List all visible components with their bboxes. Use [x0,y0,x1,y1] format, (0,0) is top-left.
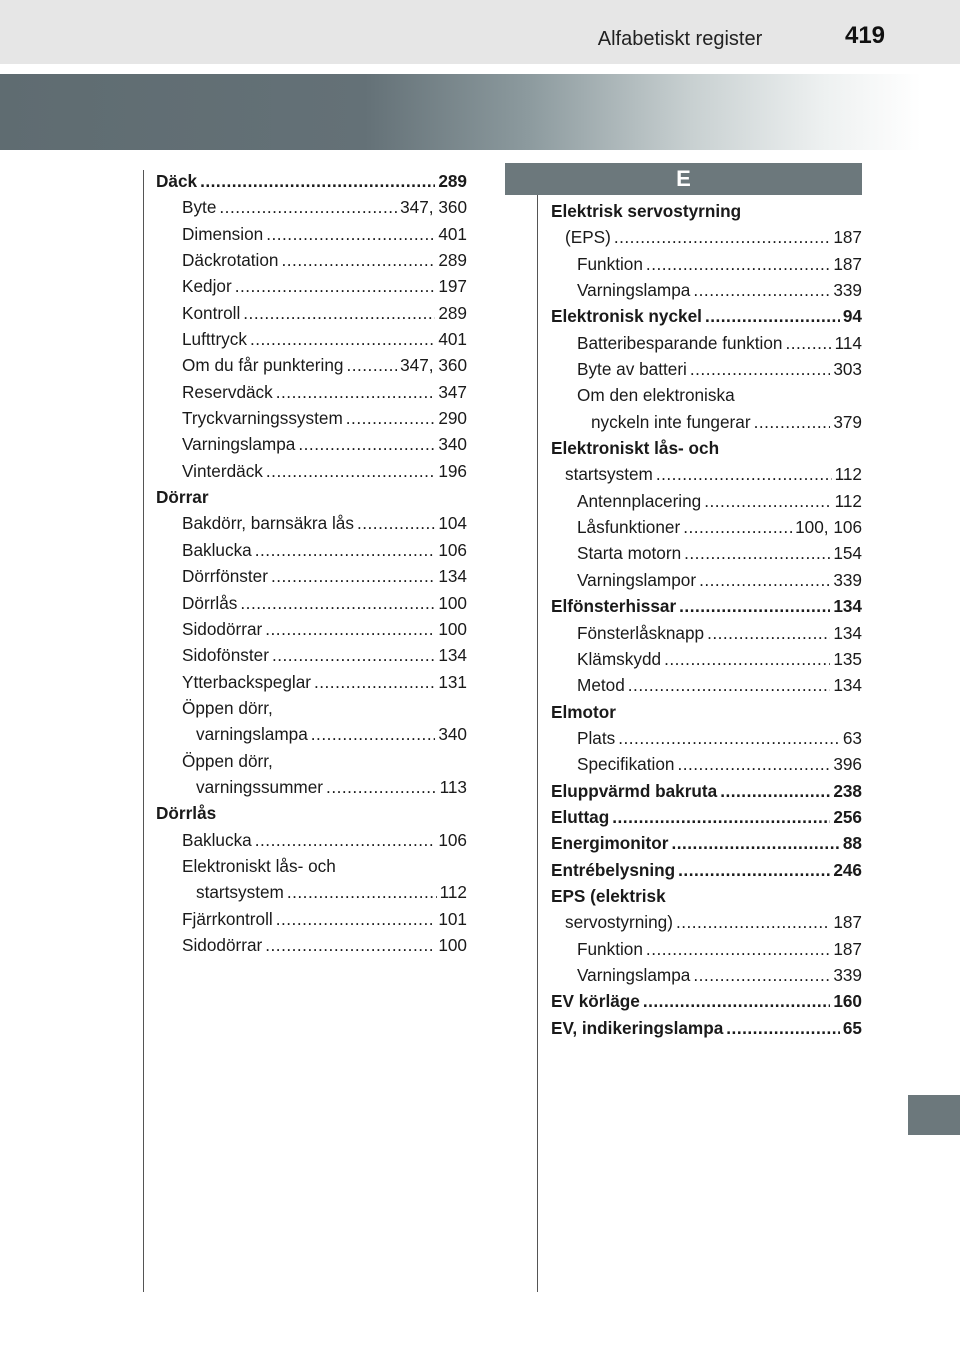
index-subentry [156,879,467,905]
page-reference[interactable]: 134 [833,596,862,617]
entry-label: Fönsterlåsknapp [577,622,705,643]
entry-label: Elektroniskt lås- och [182,855,336,876]
leader-dots [346,352,397,378]
leader-dots [664,646,830,672]
index-subentry [156,563,467,589]
index-entry [551,988,862,1014]
page-reference[interactable]: 256 [833,806,862,827]
leader-dots [646,936,830,962]
index-entry [551,1015,862,1041]
leader-dots [656,461,832,487]
leader-dots [200,168,435,194]
entry-label: Elmotor [551,701,616,722]
entry-label: Energimonitor [551,833,669,854]
page-reference[interactable]: 106 [438,829,467,850]
leader-dots [235,273,436,299]
page-reference[interactable]: 340 [438,434,467,455]
index-subentry [156,906,467,932]
leader-dots [276,906,436,932]
index-subentry [551,567,862,593]
leader-dots [271,563,435,589]
page-reference[interactable]: 246 [833,859,862,880]
entry-label: Sidodörrar [182,618,263,639]
index-entry [156,800,467,826]
index-subentry [156,537,467,563]
page-reference[interactable]: 289 [438,250,467,271]
leader-dots [646,251,830,277]
leader-dots [614,224,830,250]
page-reference[interactable]: 187 [833,912,862,933]
page-reference[interactable]: 401 [438,329,467,350]
page-reference[interactable]: 100 [438,618,467,639]
page-reference[interactable]: 347 [438,381,467,402]
leader-dots [679,593,830,619]
entry-label: Öppen dörr, [182,697,273,718]
entry-label: Låsfunktioner [577,517,681,538]
index-subentry [156,326,467,352]
page-reference[interactable]: 160 [833,991,862,1012]
page-reference[interactable]: 112 [834,490,862,511]
leader-dots [346,405,436,431]
leader-dots [326,774,437,800]
leader-dots [705,303,840,329]
leader-dots [357,510,435,536]
entry-label: Elektroniskt lås- och [551,438,720,459]
page-reference[interactable]: 154 [833,543,862,564]
index-subentry [156,510,467,536]
leader-dots [243,300,435,326]
page-number: 419 [844,22,886,49]
leader-dots [720,778,830,804]
index-subentry [551,356,862,382]
entry-label: Entrébelysning [551,859,676,880]
index-subentry [156,748,467,774]
page-reference[interactable]: 101 [438,908,467,929]
page-reference[interactable]: 339 [833,569,862,590]
entry-label: Kedjor [182,276,232,297]
entry-label: Dörrfönster [182,566,268,587]
page-reference[interactable]: 396 [833,754,862,775]
index-subentry [156,642,467,668]
entry-label: Specifikation [577,754,675,775]
entry-label: Dimension [182,223,264,244]
entry-label: Varningslampa [182,434,296,455]
index-subentry [551,725,862,751]
index-subentry [156,853,467,879]
page-reference[interactable]: 104 [438,513,467,534]
index-subentry [551,646,862,672]
leader-dots [684,540,830,566]
leader-dots [726,1015,840,1041]
page-reference[interactable]: 135 [833,648,862,669]
left-column-rule [143,170,144,1292]
leader-dots [693,962,830,988]
entry-label: Dörrar [156,487,209,508]
index-entry [156,168,467,194]
entry-label: Funktion [577,938,643,959]
page-reference[interactable]: 100 [438,592,467,613]
entry-label: Batteribesparande funktion [577,332,783,353]
entry-label: Sidofönster [182,645,269,666]
leader-dots [704,488,831,514]
index-entry [551,593,862,619]
page-reference[interactable]: 106 [438,539,467,560]
index-entry [551,830,862,856]
leader-dots [255,827,436,853]
entry-label: Vinterdäck [182,460,263,481]
letter-header-e: E [505,163,862,195]
leader-dots [311,721,436,747]
index-subentry [156,194,467,220]
index-subentry [156,247,467,273]
entry-label: Funktion [577,253,643,274]
entry-label: nyckeln inte fungerar [591,411,751,432]
index-subentry [156,379,467,405]
leader-dots [287,879,437,905]
entry-label: Varningslampor [577,569,697,590]
page-reference[interactable]: 114 [834,332,862,353]
leader-dots [265,616,435,642]
entry-label: Ytterbackspeglar [182,671,311,692]
leader-dots [266,458,435,484]
entry-label: Elektronisk nyckel [551,306,702,327]
top-header-bar [0,0,960,64]
index-subentry [551,672,862,698]
index-subentry [156,352,467,378]
index-subentry [156,590,467,616]
page-reference[interactable]: 134 [438,566,467,587]
index-subentry [156,221,467,247]
entry-label: Om du får punktering [182,355,344,376]
index-subentry [156,300,467,326]
leader-dots [707,620,830,646]
chapter-side-tab[interactable] [908,1095,960,1135]
leader-dots [785,330,831,356]
index-entry [156,484,467,510]
entry-label: (EPS) [565,227,611,248]
leader-dots [265,932,435,958]
index-subentry [551,382,862,408]
entry-label: Eluppvärmd bakruta [551,780,718,801]
index-subentry [551,330,862,356]
leader-dots [643,988,830,1014]
entry-label: Varningslampa [577,964,691,985]
leader-dots [699,567,830,593]
entry-label: Starta motorn [577,543,682,564]
gradient-banner [0,74,960,150]
page-reference[interactable]: 100 [438,934,467,955]
entry-label: Fjärrkontroll [182,908,273,929]
page-reference[interactable]: 94 [842,306,862,327]
entry-label: Byte av batteri [577,359,687,380]
leader-dots [693,277,830,303]
index-entry [551,883,862,909]
entry-label: EV, indikeringslampa [551,1017,724,1038]
entry-label: Öppen dörr, [182,750,273,771]
index-entry [551,804,862,830]
index-subentry [156,405,467,431]
leader-dots [240,590,435,616]
index-entry [551,778,862,804]
leader-dots [683,514,792,540]
page-reference[interactable]: 289 [438,302,467,323]
index-subentry [156,932,467,958]
middle-column-rule [537,194,538,1292]
index-subentry [156,458,467,484]
page-reference[interactable]: 303 [833,359,862,380]
entry-label: Kontroll [182,302,241,323]
index-subentry [551,962,862,988]
entry-label: Tryckvarningssystem [182,408,343,429]
page-reference[interactable]: 289 [438,171,467,191]
leader-dots [282,247,436,273]
entry-label: Metod [577,675,625,696]
page-reference[interactable]: 339 [833,964,862,985]
entry-label: EV körläge [551,991,640,1012]
page-reference[interactable]: 187 [833,938,862,959]
entry-label: Sidodörrar [182,934,263,955]
entry-label: Dörrlås [156,803,217,824]
index-entry [551,198,862,224]
page-reference[interactable]: 379 [833,411,862,432]
index-entry [551,857,862,883]
index-subentry [551,751,862,777]
page-reference[interactable]: 197 [438,276,467,297]
leader-dots [276,379,436,405]
index-entry [551,909,862,935]
index-entry [551,699,862,725]
entry-label: Eluttag [551,806,610,827]
entry-label: EPS (elektrisk [551,885,666,906]
index-subentry [551,251,862,277]
leader-dots [690,356,830,382]
index-entry [551,435,862,461]
leader-dots [266,221,435,247]
index-subentry [156,616,467,642]
leader-dots [618,725,840,751]
entry-label: Varningslampa [577,280,691,301]
leader-dots [612,804,830,830]
page-reference[interactable]: 134 [833,675,862,696]
page-reference[interactable]: 347, 360 [400,197,467,218]
leader-dots [219,194,397,220]
page-reference[interactable]: 113 [439,776,467,797]
entry-label: Reservdäck [182,381,273,402]
entry-label: Elektrisk servostyrning [551,201,742,221]
entry-label: Byte [182,197,217,218]
index-subentry [156,273,467,299]
index-entry [551,461,862,487]
index-subentry [551,620,862,646]
page-reference[interactable]: 65 [842,1017,862,1038]
page-reference[interactable]: 63 [842,727,862,748]
entry-label: varningslampa [196,724,308,745]
leader-dots [676,909,830,935]
page-reference[interactable]: 134 [438,645,467,666]
page-reference[interactable]: 347, 360 [400,355,467,376]
section-title: Alfabetiskt register [597,28,763,50]
page-reference[interactable]: 112 [834,464,862,485]
entry-label: Däckrotation [182,250,279,271]
index-subentry [551,488,862,514]
leader-dots [754,409,831,435]
page-reference[interactable]: 196 [438,460,467,481]
leader-dots [677,751,830,777]
entry-label: Antennplacering [577,490,702,511]
leader-dots [255,537,436,563]
index-subentry [156,774,467,800]
entry-label: startsystem [196,882,284,903]
page-reference[interactable]: 238 [833,780,862,801]
index-subentry [551,277,862,303]
entry-label: Däck [156,171,198,191]
page-reference[interactable]: 131 [438,671,467,692]
leader-dots [628,672,831,698]
entry-label: varningssummer [196,776,324,797]
leader-dots [250,326,435,352]
entry-label: Dörrlås [182,592,238,613]
index-subentry [156,827,467,853]
page-reference[interactable]: 187 [833,227,862,248]
entry-label: Plats [577,727,616,748]
leader-dots [314,669,435,695]
index-subentry [551,936,862,962]
page-reference[interactable]: 100, 106 [795,517,862,538]
entry-label: startsystem [565,464,653,485]
page-reference[interactable]: 88 [842,833,862,854]
entry-label: Baklucka [182,829,252,850]
entry-label: Bakdörr, barnsäkra lås [182,513,354,534]
page-reference[interactable]: 340 [438,724,467,745]
entry-label: Klämskydd [577,648,662,669]
leader-dots [272,642,435,668]
page-reference[interactable]: 134 [833,622,862,643]
index-entry [551,303,862,329]
index-column-right [551,198,862,1041]
index-subentry [551,540,862,566]
leader-dots [671,830,839,856]
page-reference[interactable]: 112 [439,882,467,903]
index-subentry [551,409,862,435]
page-reference[interactable]: 187 [833,253,862,274]
entry-label: Lufttryck [182,329,247,350]
index-column-left [156,168,467,958]
page-reference[interactable]: 290 [438,408,467,429]
entry-label: Elfönsterhissar [551,596,677,617]
leader-dots [678,857,830,883]
index-subentry [156,669,467,695]
index-subentry [156,721,467,747]
entry-label: Om den elektroniska [577,385,735,406]
entry-label: servostyrning) [565,912,673,933]
index-subentry [156,431,467,457]
index-entry [551,224,862,250]
page-reference[interactable]: 339 [833,280,862,301]
index-subentry [551,514,862,540]
entry-label: Baklucka [182,539,252,560]
page-reference[interactable]: 401 [438,223,467,244]
leader-dots [298,431,435,457]
index-subentry [156,695,467,721]
